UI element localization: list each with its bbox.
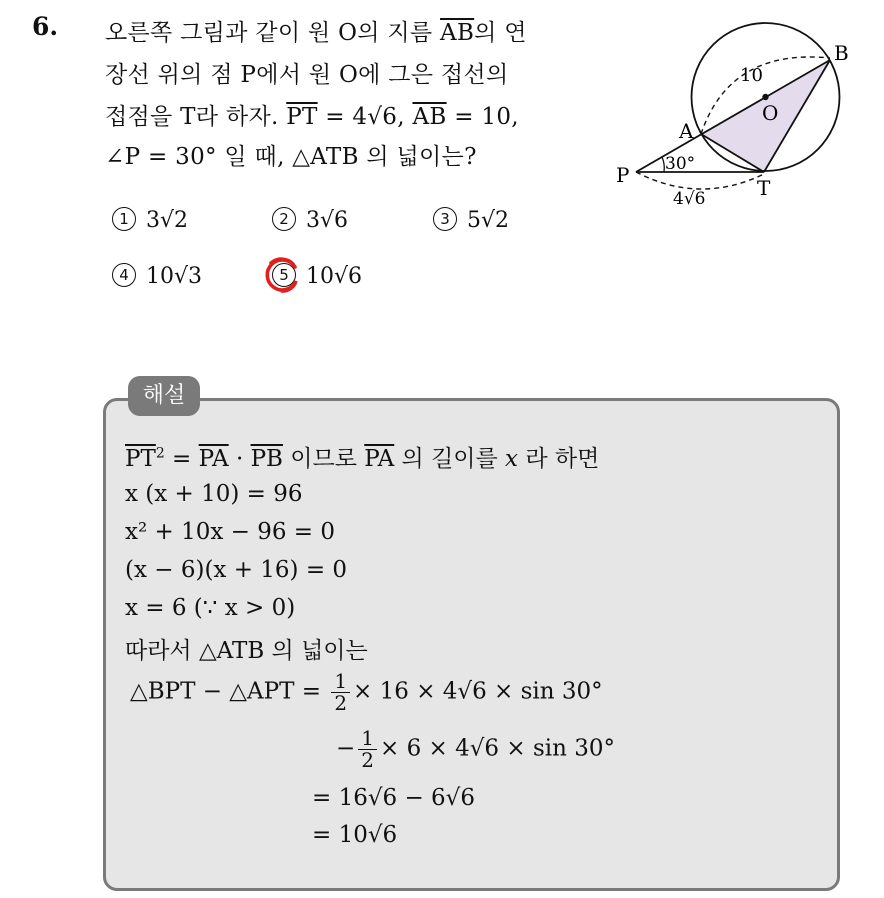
choice-5-value: 10√6 [306,264,363,289]
answer-circle-mark [262,255,302,295]
solution-line-1: $\overline{PT}^2 = \overline{PA} \cdot \overline{PB}$ 이므로 $\overline{PA}$ 의 길이를 x 라 하면 [125,445,600,472]
choice-3-value: 5√2 [467,208,510,233]
solution-line-4: (x − 6)(x + 16) = 0 [125,557,348,583]
solution-line-6: 따라서 △ATB 의 넓이는 [125,638,368,664]
label-a: A [679,119,694,143]
choice-3[interactable] [433,207,509,233]
segment-ab: $\overline{AB}$ [440,20,475,46]
label-30-deg: 30° [665,154,696,174]
choice-3-mark: 3 [433,207,457,231]
question-line-4: ∠P = 30° 일 때, △ATB 의 넓이는? [105,144,477,170]
solution-line-3: x² + 10x − 96 = 0 [125,519,336,545]
choice-5-mark: 5 [272,263,296,287]
dashed-arc-4root6 [636,172,764,189]
solution-line-7: △BPT − △APT = $\frac{1}{2}$ × 16 × 4√6 × sin 30° [130,669,603,715]
question-line-2: 장선 위의 점 P에서 원 O에 그은 접선의 [105,62,509,88]
label-4root6: 4√6 [673,189,706,209]
choice-2-value: 3√6 [306,208,349,233]
choice-1-value: 3√2 [146,208,189,233]
label-o: O [762,101,779,125]
choice-4[interactable] [112,263,202,289]
center-point-o [762,94,768,100]
solution-line-8: − $\frac{1}{2}$ × 6 × 4√6 × sin 30° [336,726,615,772]
label-10: 10 [740,65,763,86]
choice-1-mark: 1 [112,207,136,231]
segment-ab-2: $\overline{AB}$ [412,104,447,130]
choice-2[interactable] [272,207,348,233]
question-number: 6. [32,12,59,41]
choice-4-mark: 4 [112,263,136,287]
choice-1[interactable] [112,207,188,233]
choice-4-value: 10√3 [146,264,203,289]
solution-line-2: x (x + 10) = 96 [125,481,303,507]
fraction-half-2: $\frac{1}{2}$ [358,728,377,771]
geometry-figure [610,20,870,220]
label-p: P [616,163,630,187]
label-b: B [834,41,849,65]
fraction-half-1: $\frac{1}{2}$ [331,671,350,714]
label-t: T [757,176,771,200]
solution-line-9: = 16√6 − 6√6 [312,785,475,811]
solution-line-10: = 10√6 [312,822,398,848]
question-line-3: 접점을 T라 하자. $\overline{PT} = 4√6$, $\overline{AB} = 10$, [105,104,519,130]
choice-2-mark: 2 [272,207,296,231]
question-line-1: 오른쪽 그림과 같이 원 O의 지름 $\overline{AB}$의 연 [105,20,527,46]
angle-arc-p [662,157,664,172]
segment-pt: $\overline{PT}$ [286,104,318,130]
solution-tag: 해설 [128,376,200,416]
solution-line-5: x = 6 (∵ x > 0) [125,595,296,621]
